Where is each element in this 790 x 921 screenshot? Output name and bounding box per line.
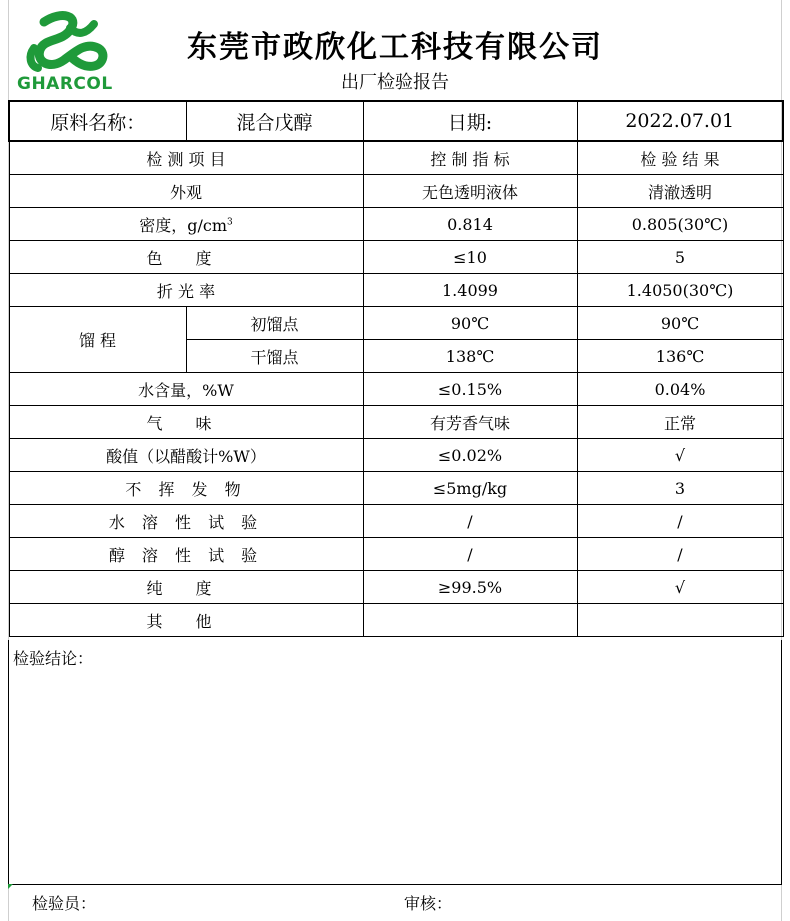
density-item-text: 密度，g/cm [139, 215, 228, 235]
table-row [9, 208, 783, 241]
row-result: 0.805(30℃) [577, 208, 783, 241]
row-result: 3 [577, 472, 783, 505]
row-spec: ≤0.15% [363, 373, 577, 406]
row-item: 不 挥 发 物 [9, 472, 363, 505]
date-value: 2022.07.01 [577, 101, 783, 141]
header-item: 检 测 项 目 [9, 141, 363, 175]
row-item: 纯 度 [9, 571, 363, 604]
row-result: / [577, 505, 783, 538]
row-spec: 90℃ [363, 307, 577, 340]
row-spec: / [363, 505, 577, 538]
row-result: 正常 [577, 406, 783, 439]
table-row [9, 472, 783, 505]
table-row [9, 406, 783, 439]
row-spec: ≤10 [363, 241, 577, 274]
table-row [9, 439, 783, 472]
row-item: 水含量，%W [9, 373, 363, 406]
inspection-table [8, 100, 784, 637]
row-result [577, 604, 783, 637]
row-result: √ [577, 439, 783, 472]
row-spec: 1.4099 [363, 274, 577, 307]
row-item: 色 度 [9, 241, 363, 274]
report-title: 出厂检验报告 [341, 72, 449, 93]
info-row [9, 101, 783, 141]
header-result: 检 验 结 果 [577, 141, 783, 175]
header-spec: 控 制 指 标 [363, 141, 577, 175]
cell-corner-marker [8, 884, 13, 889]
row-spec: 有芳香气味 [363, 406, 577, 439]
row-item: 醇 溶 性 试 验 [9, 538, 363, 571]
row-result: 0.04% [577, 373, 783, 406]
row-spec: ≤5mg/kg [363, 472, 577, 505]
row-spec [363, 604, 577, 637]
reviewer-label: 审核： [404, 894, 453, 913]
row-item: 干馏点 [186, 340, 363, 373]
table-row [9, 505, 783, 538]
row-result: 136℃ [577, 340, 783, 373]
material-value: 混合戊醇 [186, 101, 363, 141]
table-header-row [9, 141, 783, 175]
row-spec: 138℃ [363, 340, 577, 373]
table-row [9, 373, 783, 406]
material-label: 原料名称： [9, 101, 186, 141]
row-spec: 无色透明液体 [363, 175, 577, 208]
row-result: / [577, 538, 783, 571]
row-item: 外观 [9, 175, 363, 208]
row-item: 初馏点 [186, 307, 363, 340]
row-spec: 0.814 [363, 208, 577, 241]
distillation-group: 馏 程 [9, 307, 186, 373]
logo-text: GHARCOL [17, 74, 113, 94]
row-item: 其 他 [9, 604, 363, 637]
row-result: 清澈透明 [577, 175, 783, 208]
row-spec: / [363, 538, 577, 571]
row-item: 折 光 率 [9, 274, 363, 307]
table-row [9, 241, 783, 274]
table-row [9, 307, 783, 340]
row-result: 5 [577, 241, 783, 274]
row-spec: ≥99.5% [363, 571, 577, 604]
conclusion-box [8, 640, 782, 885]
row-result: 1.4050(30℃) [577, 274, 783, 307]
date-label: 日期: [363, 101, 577, 141]
table-row [9, 604, 783, 637]
row-spec: ≤0.02% [363, 439, 577, 472]
table-row [9, 274, 783, 307]
density-unit-superscript: 3 [227, 217, 233, 228]
row-result: 90℃ [577, 307, 783, 340]
inspector-label: 检验员： [32, 894, 97, 913]
row-item [9, 208, 363, 241]
conclusion-label: 检验结论： [13, 649, 94, 668]
table-row [9, 538, 783, 571]
row-item: 气 味 [9, 406, 363, 439]
company-name: 东莞市政欣化工科技有限公司 [187, 30, 603, 65]
table-row [9, 175, 783, 208]
row-item: 酸值（以醋酸计%W） [9, 439, 363, 472]
table-row [9, 571, 783, 604]
row-item: 水 溶 性 试 验 [9, 505, 363, 538]
row-result: √ [577, 571, 783, 604]
